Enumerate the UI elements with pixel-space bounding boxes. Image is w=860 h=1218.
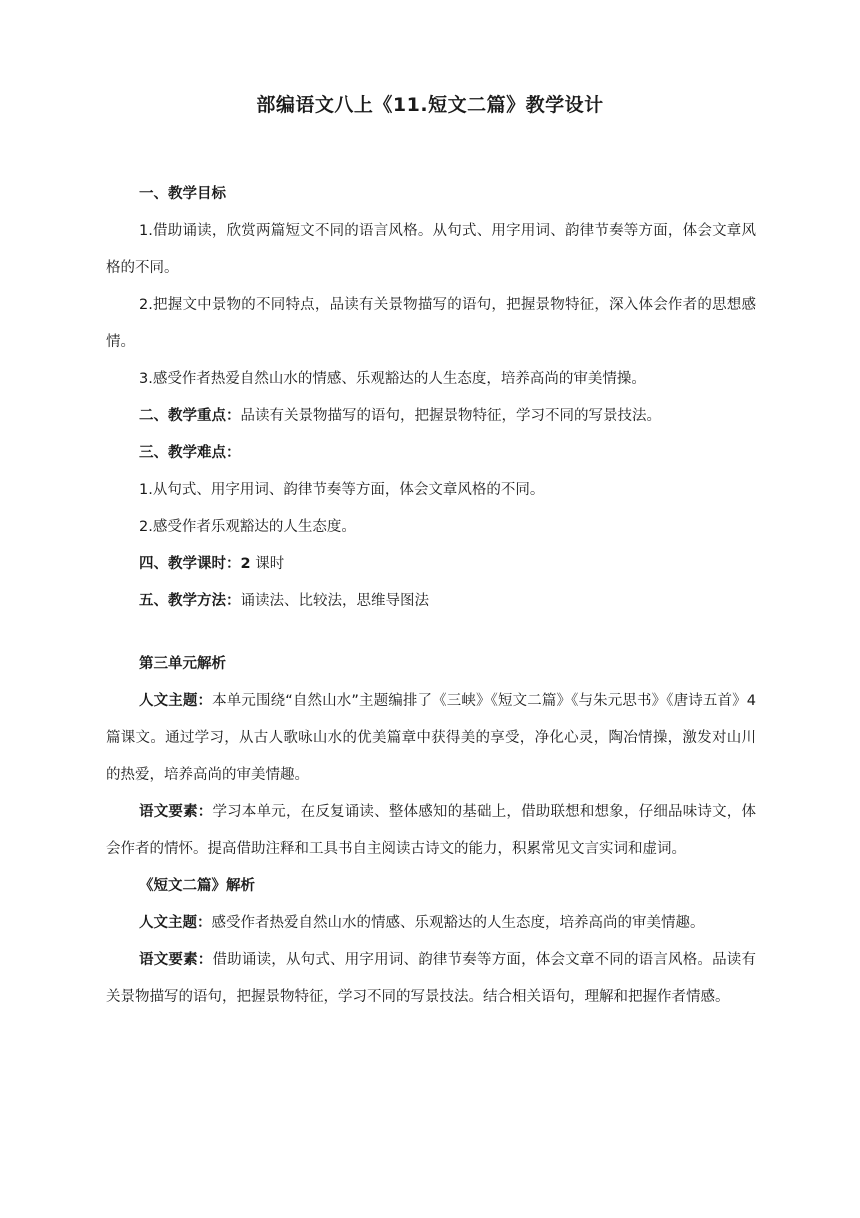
unit-lang-label: 语文要素： <box>139 804 213 820</box>
text-theme-paragraph <box>106 905 756 942</box>
methods-label: 五、教学方法： <box>139 593 241 609</box>
difficulty-2: 2.感受作者乐观豁达的人生态度。 <box>139 519 356 535</box>
section-gap <box>106 620 756 646</box>
unit-heading: 第三单元解析 <box>139 656 226 672</box>
key-points-label: 二、教学重点： <box>139 408 241 424</box>
goals-heading: 一、教学目标 <box>139 186 226 202</box>
text-lang-text: 借助诵读，从句式、用字用词、韵律节奏等方面，体会文章不同的语言风格。品读有关景物描写的语句，把握景物特征，学习不同的写景技法。结合相关语句，理解和把握作者情感。 <box>106 952 757 1005</box>
unit-lang-text: 学习本单元，在反复诵读、整体感知的基础上，借助联想和想象，仔细品味诗文，体会作者的情怀。提高借助注释和工具书自主阅读古诗文的能力，积累常见文言实词和虚词。 <box>106 804 757 857</box>
hours-unit: 课时 <box>250 556 285 572</box>
text-theme-label: 人文主题： <box>139 915 212 931</box>
unit-lang-paragraph <box>106 794 756 868</box>
goal-3: 3.感受作者热爱自然山水的情感、乐观豁达的人生态度，培养高尚的审美情操。 <box>139 371 646 387</box>
goal-2: 2.把握文中景物的不同特点，品读有关景物描写的语句，把握景物特征，深入体会作者的思想感情。 <box>106 297 756 350</box>
unit-theme-label: 人文主题： <box>139 693 213 709</box>
document-body <box>106 176 756 1016</box>
unit-theme-paragraph <box>106 683 756 794</box>
text-lang-paragraph <box>106 942 756 1016</box>
difficulty-heading: 三、教学难点： <box>139 445 241 461</box>
key-points-text: 品读有关景物描写的语句，把握景物特征，学习不同的写景技法。 <box>240 408 661 424</box>
document-title: 部编语文八上《11.短文二篇》教学设计 <box>256 94 604 116</box>
hours-paragraph <box>106 546 756 583</box>
difficulty-1: 1.从句式、用字用词、韵律节奏等方面，体会文章风格的不同。 <box>139 482 545 498</box>
goal-1: 1.借助诵读，欣赏两篇短文不同的语言风格。从句式、用字用词、韵律节奏等方面，体会文章风格的不同。 <box>106 223 756 276</box>
hours-label: 四、教学课时： <box>139 556 241 572</box>
methods-paragraph <box>106 583 756 620</box>
key-points-paragraph <box>106 398 756 435</box>
text-lang-label: 语文要素： <box>139 952 213 968</box>
methods-text: 诵读法、比较法，思维导图法 <box>240 593 429 609</box>
text-heading: 《短文二篇》解析 <box>139 878 255 894</box>
text-theme-text: 感受作者热爱自然山水的情感、乐观豁达的人生态度，培养高尚的审美情趣。 <box>211 915 705 931</box>
unit-theme-text: 本单元围绕“自然山水”主题编排了《三峡》《短文二篇》《与朱元思书》《唐诗五首》4 篇课文。通过学习，从古人歌咏山水的优美篇章中获得美的享受，净化心灵，陶冶情操，激发对山川的热爱，培养高尚的审美情趣。 <box>106 693 756 783</box>
hours-number: 2 <box>240 556 251 572</box>
